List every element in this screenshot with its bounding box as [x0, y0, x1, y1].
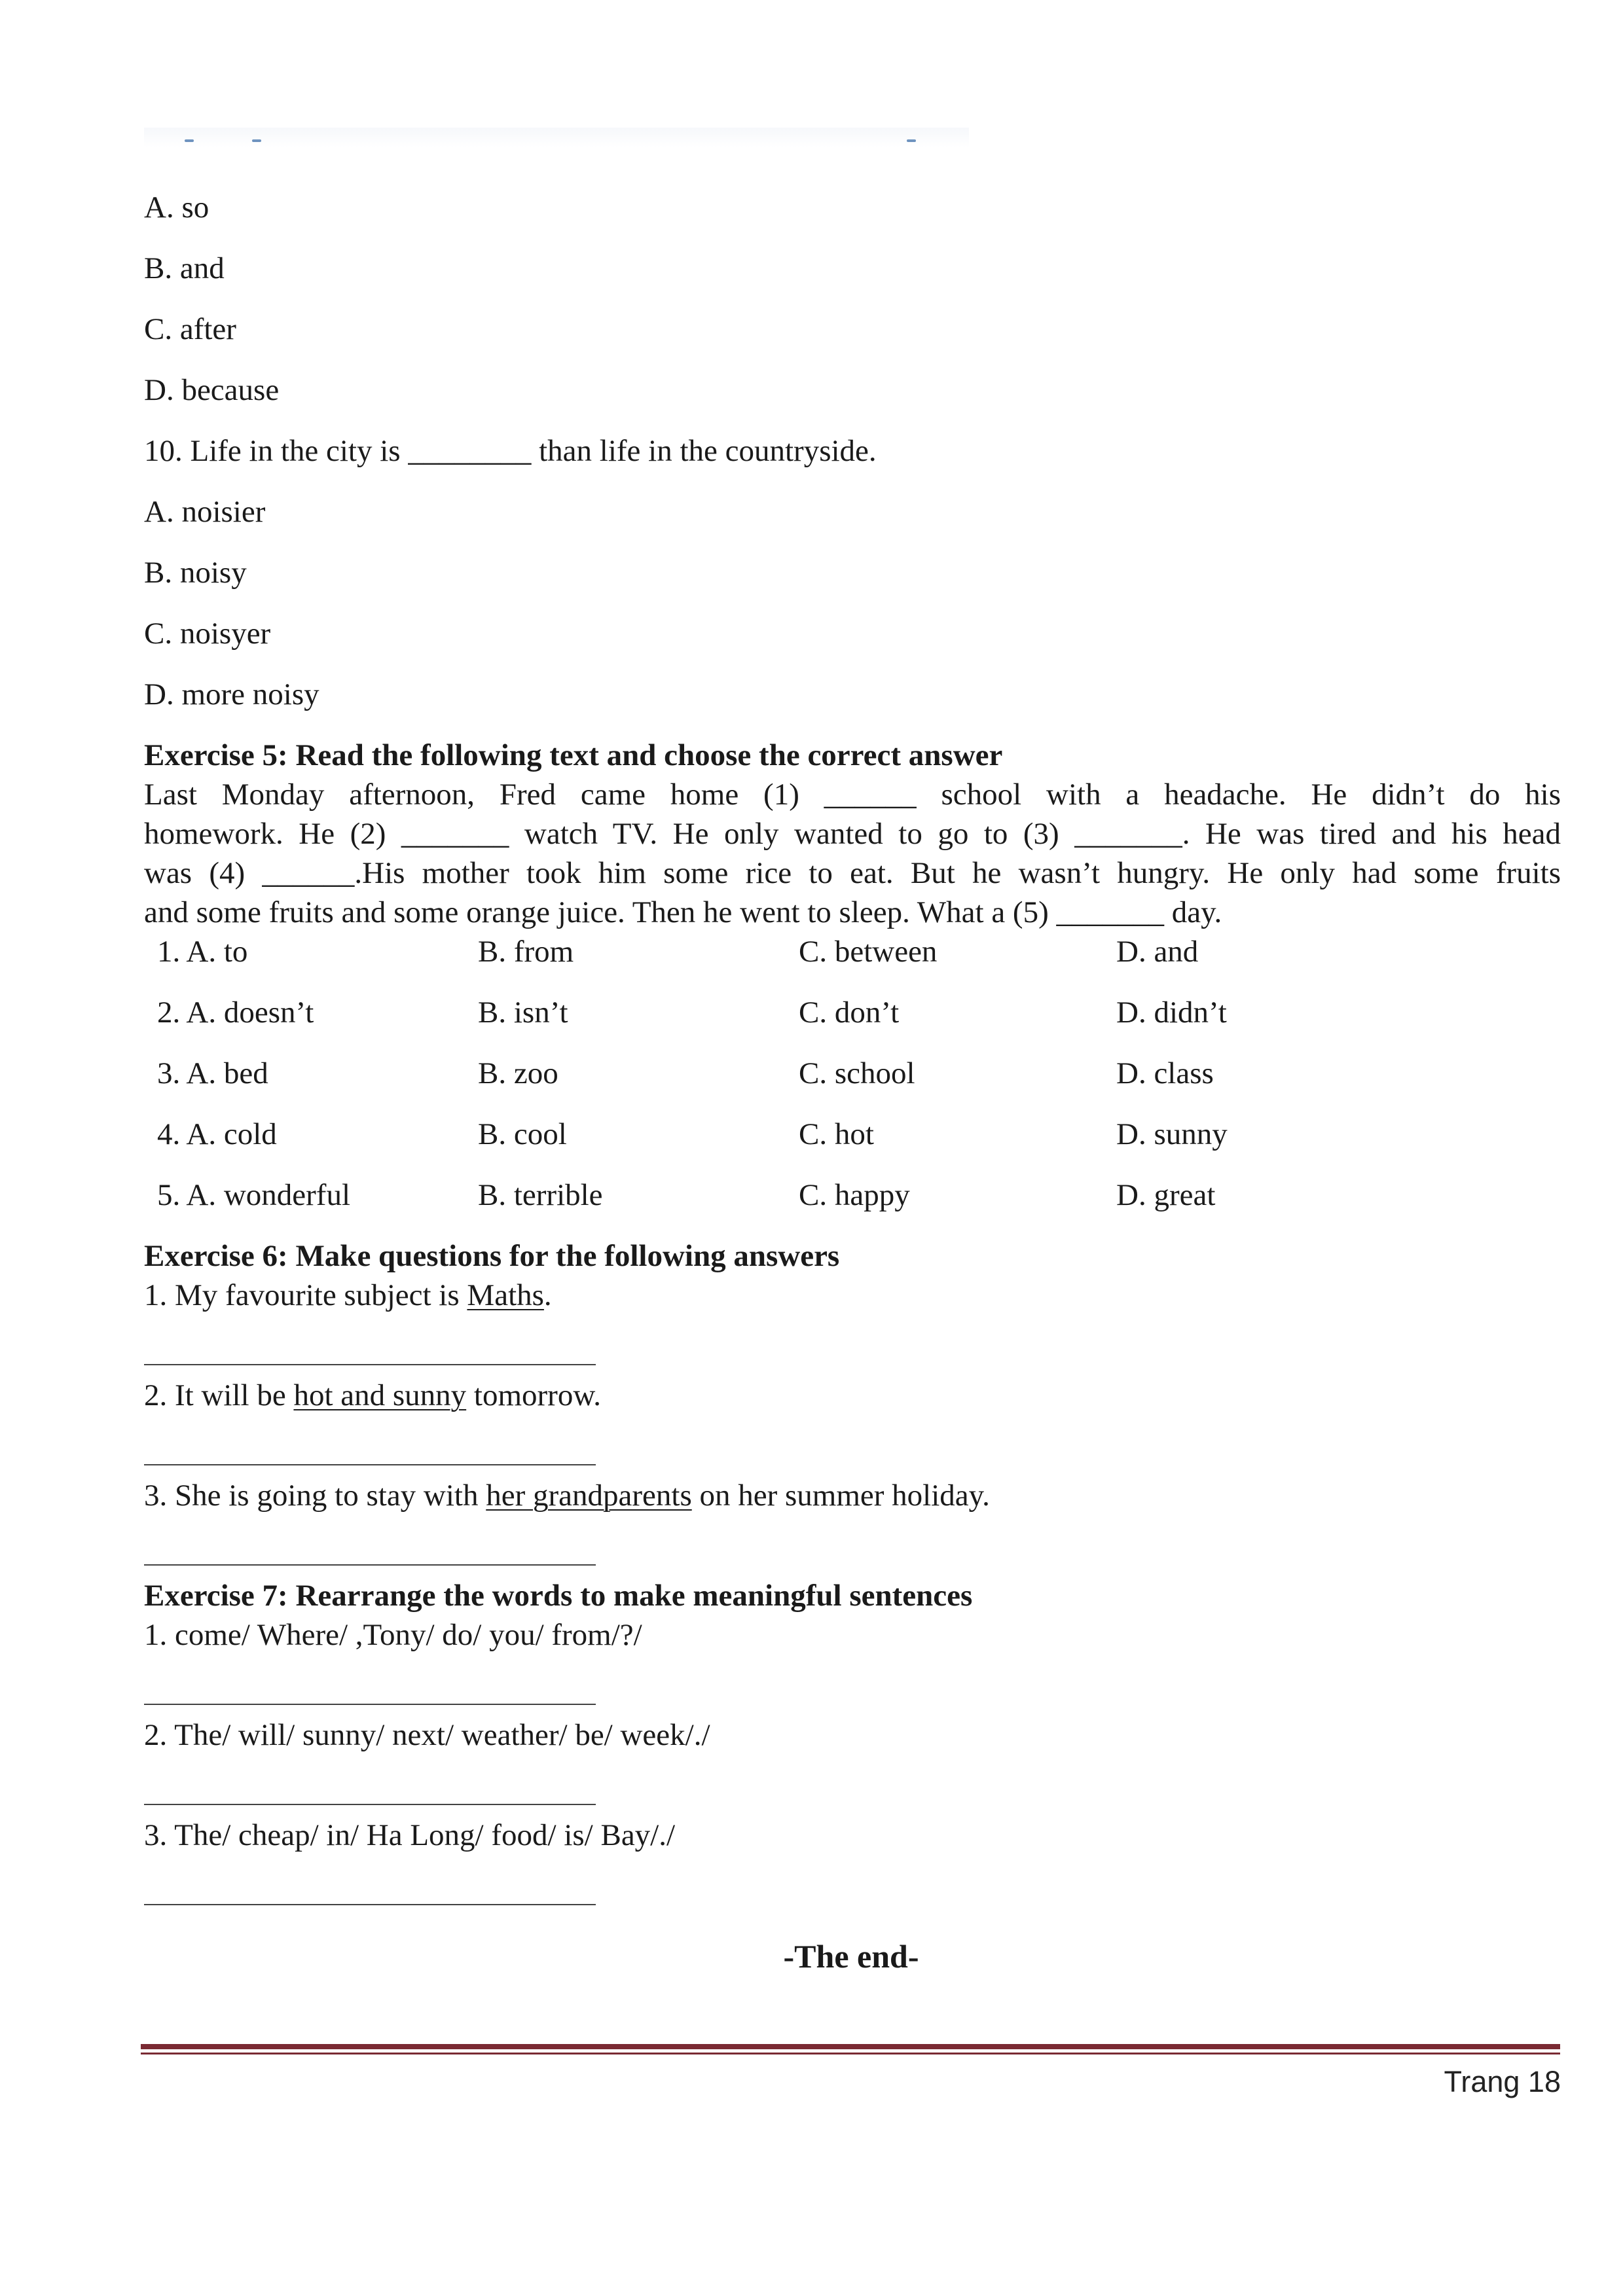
ex6-item-2	[144, 1376, 601, 1415]
ex5-q2-option-a: 2. A. doesn’t	[157, 996, 314, 1030]
q10-question	[144, 431, 877, 471]
q10-prefix: 10. Life in the city is	[144, 434, 409, 468]
ex5-q1-option-b: B. from	[478, 935, 574, 969]
q9-option-a: A. so	[144, 190, 210, 224]
the-end: -The end-	[783, 1938, 919, 1975]
ex5-q5-option-c: C. happy	[799, 1178, 910, 1212]
q9-option-d: D. because	[144, 373, 280, 407]
ex6-item-2-underlined: hot and sunny	[293, 1378, 467, 1412]
page-number: Trang 18	[1444, 2065, 1561, 2098]
ex5-q4-option-c: C. hot	[799, 1117, 874, 1151]
footer-rule-thin	[141, 2053, 1560, 2054]
q10-option-d: D. more noisy	[144, 677, 319, 711]
exercise-7-title: Exercise 7: Rearrange the words to make meaningful sentences	[144, 1579, 973, 1613]
ex5-q5-option-a: 5. A. wonderful	[157, 1178, 351, 1212]
ex6-item-2-end: tomorrow.	[466, 1378, 601, 1412]
ex5-q1-option-a: 1. A. to	[157, 935, 248, 969]
ex5-q5-option-d: D. great	[1116, 1178, 1216, 1212]
answer-line[interactable]	[144, 1564, 596, 1566]
cropped-mark	[252, 139, 261, 142]
ex5-q3-option-a: 3. A. bed	[157, 1056, 268, 1090]
ex6-item-3-text: 3. She is going to stay with	[144, 1479, 486, 1513]
ex6-item-1	[144, 1276, 552, 1315]
ex5-q4-option-b: B. cool	[478, 1117, 567, 1151]
ex6-item-1-underlined: Maths	[467, 1278, 544, 1312]
ex5-q2-option-b: B. isn’t	[478, 996, 568, 1030]
ex7-item-1: 1. come/ Where/ ,Tony/ do/ you/ from/?/	[144, 1618, 642, 1652]
q9-option-c: C. after	[144, 312, 236, 346]
q10-blank: ________	[408, 434, 532, 468]
ex5-q3-option-d: D. class	[1116, 1056, 1214, 1090]
passage-line: Last Monday afternoon, Fred came home (1) ______ school with a headache. He didn’t do his	[144, 778, 1561, 812]
footer-rule	[141, 2044, 1560, 2049]
answer-line[interactable]	[144, 1904, 596, 1905]
q9-option-b: B. and	[144, 251, 225, 285]
ex6-item-3-underlined: her grandparents	[486, 1479, 692, 1513]
ex6-item-2-text: 2. It will be	[144, 1378, 294, 1412]
ex5-q3-option-c: C. school	[799, 1056, 915, 1090]
ex6-item-3-end: on her summer holiday.	[691, 1479, 990, 1513]
ex7-item-2: 2. The/ will/ sunny/ next/ weather/ be/ week/./	[144, 1718, 710, 1752]
answer-line[interactable]	[144, 1364, 596, 1365]
q10-option-b: B. noisy	[144, 556, 247, 590]
q10-option-a: A. noisier	[144, 495, 266, 529]
ex5-q5-option-b: B. terrible	[478, 1178, 603, 1212]
ex6-item-1-end: .	[543, 1278, 552, 1312]
ex5-q2-option-c: C. don’t	[799, 996, 900, 1030]
ex5-q3-option-b: B. zoo	[478, 1056, 558, 1090]
cropped-previous-line	[144, 128, 969, 147]
exercise-5-passage	[144, 775, 1561, 932]
passage-line: was (4) ______.His mother took him some rice to eat. But he wasn’t hungry. He only had some fruits	[144, 856, 1561, 890]
ex5-q2-option-d: D. didn’t	[1116, 996, 1227, 1030]
passage-line: and some fruits and some orange juice. Then he went to sleep. What a (5) _______ day.	[144, 895, 1222, 929]
answer-line[interactable]	[144, 1704, 596, 1705]
answer-line[interactable]	[144, 1464, 596, 1465]
cropped-mark	[185, 139, 194, 142]
q10-option-c: C. noisyer	[144, 617, 271, 651]
exercise-5-title: Exercise 5: Read the following text and choose the correct answer	[144, 738, 1003, 772]
exercise-6-title: Exercise 6: Make questions for the following answers	[144, 1239, 840, 1273]
ex6-item-1-text: 1. My favourite subject is	[144, 1278, 467, 1312]
ex5-q1-option-d: D. and	[1116, 935, 1199, 969]
ex6-item-3	[144, 1476, 990, 1515]
cropped-mark	[907, 139, 916, 142]
ex5-q4-option-a: 4. A. cold	[157, 1117, 277, 1151]
ex5-q1-option-c: C. between	[799, 935, 938, 969]
passage-line: homework. He (2) _______ watch TV. He only wanted to go to (3) _______. He was tired and his head	[144, 817, 1561, 851]
answer-line[interactable]	[144, 1804, 596, 1805]
ex7-item-3: 3. The/ cheap/ in/ Ha Long/ food/ is/ Bay/./	[144, 1818, 676, 1852]
ex5-q4-option-d: D. sunny	[1116, 1117, 1228, 1151]
q10-suffix: than life in the countryside.	[531, 434, 877, 468]
